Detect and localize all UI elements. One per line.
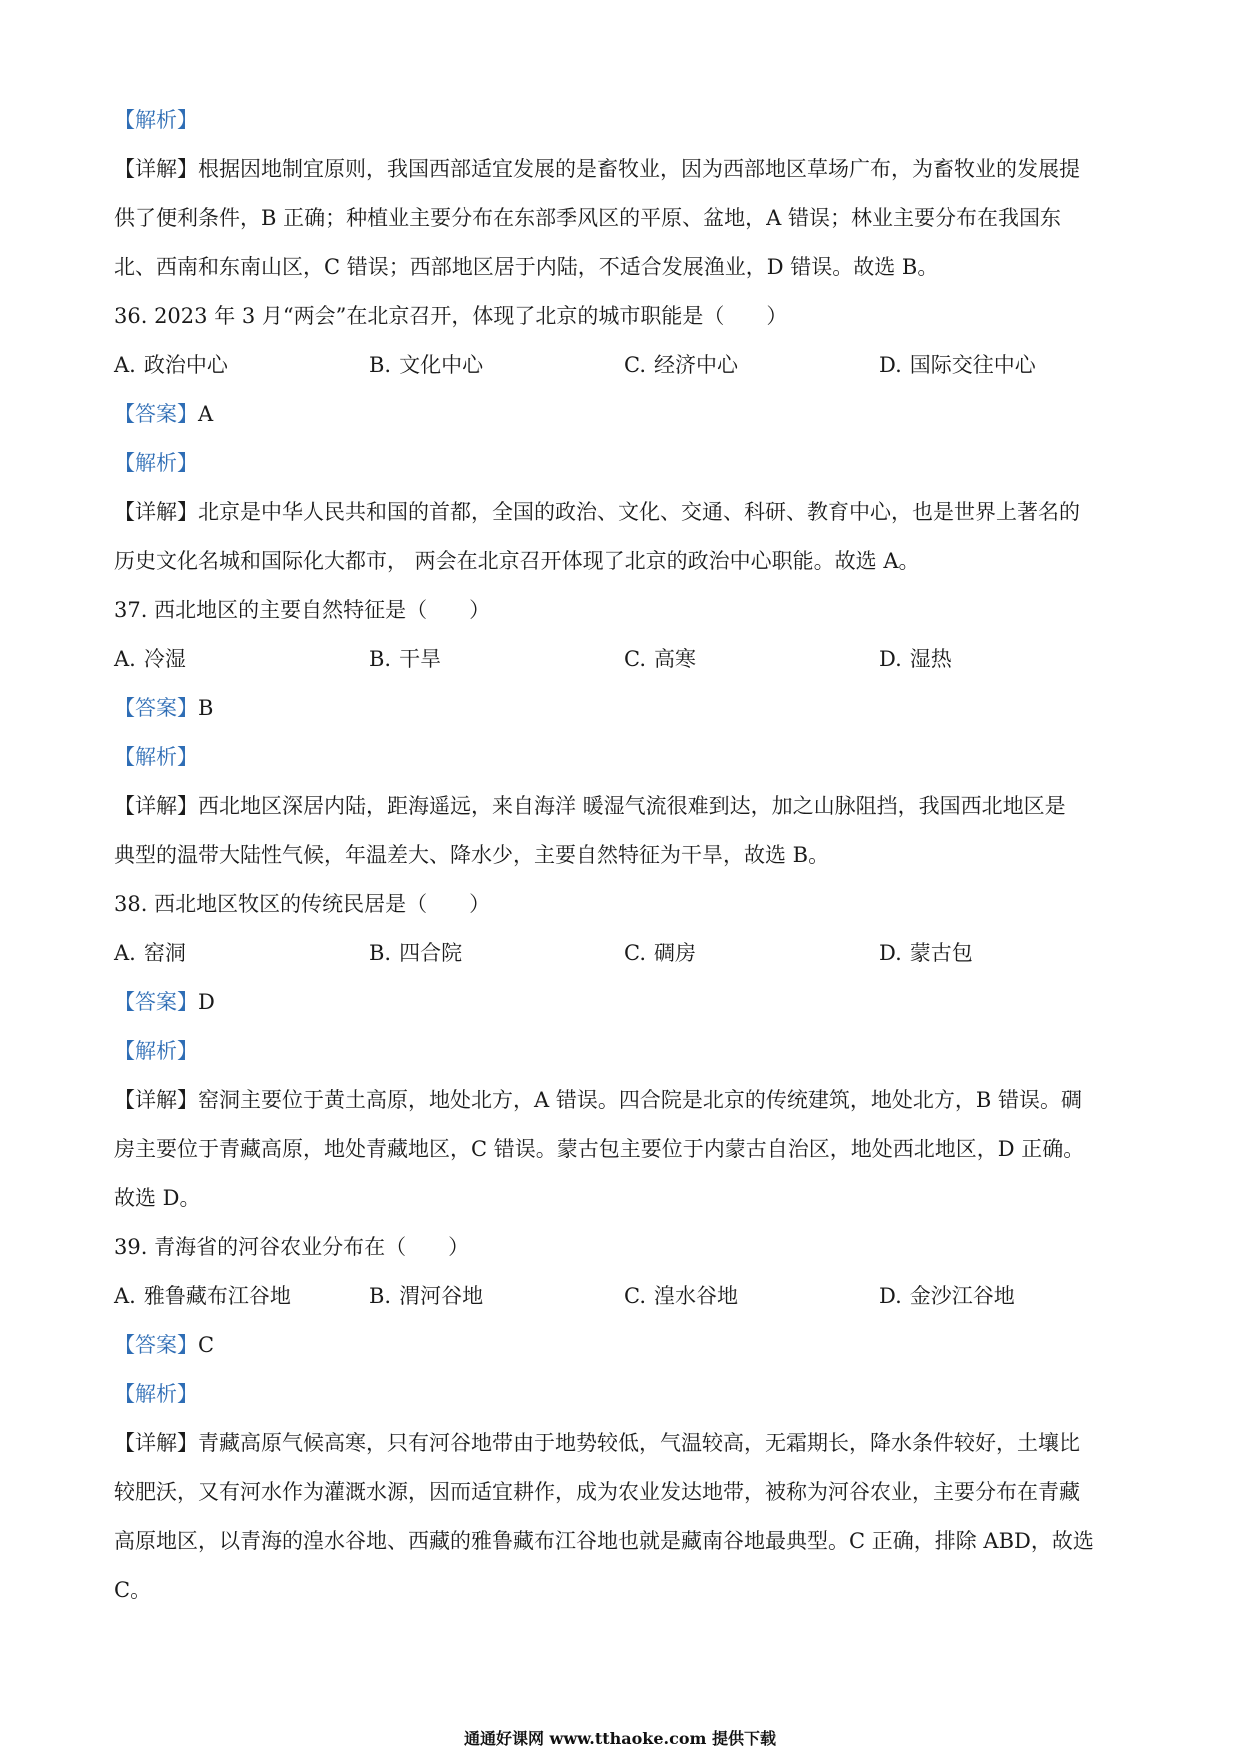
question-38-stem: 38. 西北地区牧区的传统民居是（ ） [114,892,491,916]
detail-line: 【详解】青藏高原气候高寒，只有河谷地带由于地势较低，气温较高，无霜期长，降水条件较好，土壤比 [114,1431,1080,1455]
option-c: C. 经济中心 [624,353,738,377]
question-39-answer: 【答案】C [114,1333,215,1357]
option-b: B. 渭河谷地 [369,1284,484,1308]
option-d: D. 蒙古包 [879,941,973,965]
option-a: A. 冷湿 [114,647,186,671]
question-36-answer: 【答案】A [114,402,214,426]
detail-line: 房主要位于青藏高原，地处青藏地区，C 错误。蒙古包主要位于内蒙古自治区，地处西北地区，D 正确。 [114,1137,1085,1161]
option-c: C. 碉房 [624,941,696,965]
analysis-heading: 【解析】 [114,108,198,132]
detail-line: 【详解】北京是中华人民共和国的首都，全国的政治、文化、交通、科研、教育中心，也是世界上著名的 [114,500,1080,524]
detail-line: 北、西南和东南山区，C 错误；西部地区居于内陆，不适合发展渔业，D 错误。故选 B。 [114,255,939,279]
option-a: A. 政治中心 [114,353,228,377]
question-36-stem: 36. 2023 年 3 月“两会”在北京召开，体现了北京的城市职能是（ ） [114,304,788,328]
question-39-stem: 39. 青海省的河谷农业分布在（ ） [114,1235,470,1259]
detail-line: 典型的温带大陆性气候，年温差大、降水少，主要自然特征为干旱，故选 B。 [114,843,830,867]
analysis-heading: 【解析】 [114,745,198,769]
detail-line: 供了便利条件，B 正确；种植业主要分布在东部季风区的平原、盆地，A 错误；林业主要分布在我国东 [114,206,1061,230]
option-d: D. 湿热 [879,647,952,671]
detail-line: 历史文化名城和国际化大都市， 两会在北京召开体现了北京的政治中心职能。故选 A。 [114,549,920,573]
option-d: D. 金沙江谷地 [879,1284,1015,1308]
detail-line: 较肥沃，又有河水作为灌溉水源，因而适宜耕作，成为农业发达地带，被称为河谷农业，主要分布在青藏 [114,1480,1080,1504]
page-footer: 通通好课网 www.tthaoke.com 提供下载 [463,1729,777,1748]
option-b: B. 干旱 [369,647,442,671]
analysis-heading: 【解析】 [114,1382,198,1406]
question-37-stem: 37. 西北地区的主要自然特征是（ ） [114,598,491,622]
question-39-options [114,1272,1134,1321]
question-37-answer: 【答案】B [114,696,214,720]
option-a: A. 窑洞 [114,941,186,965]
question-36-options [114,341,1134,390]
question-38-options [114,929,1134,978]
option-b: B. 四合院 [369,941,463,965]
detail-line: 故选 D。 [114,1186,201,1210]
option-b: B. 文化中心 [369,353,484,377]
detail-line: 【详解】根据因地制宜原则，我国西部适宜发展的是畜牧业，因为西部地区草场广布，为畜牧业的发展提 [114,157,1080,181]
analysis-heading: 【解析】 [114,451,198,475]
option-c: C. 湟水谷地 [624,1284,738,1308]
detail-line: 【详解】西北地区深居内陆，距海遥远，来自海洋 暖湿气流很难到达，加之山脉阻挡，我国西北地区是 [114,794,1066,818]
option-c: C. 高寒 [624,647,696,671]
question-37-options [114,635,1134,684]
document-content [114,96,1134,1615]
detail-line: 高原地区，以青海的湟水谷地、西藏的雅鲁藏布江谷地也就是藏南谷地最典型。C 正确，排除 ABD，故选 [114,1529,1094,1553]
detail-line: 【详解】窑洞主要位于黄土高原，地处北方，A 错误。四合院是北京的传统建筑，地处北方，B 错误。碉 [114,1088,1082,1112]
analysis-heading: 【解析】 [114,1039,198,1063]
option-d: D. 国际交往中心 [879,353,1036,377]
option-a: A. 雅鲁藏布江谷地 [114,1284,291,1308]
detail-line: C。 [114,1578,152,1602]
question-38-answer: 【答案】D [114,990,215,1014]
